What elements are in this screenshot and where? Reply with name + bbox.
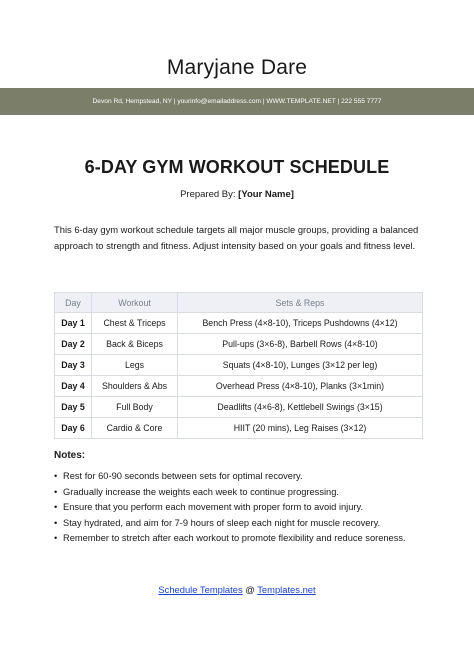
bullet-icon: • xyxy=(54,533,58,543)
sets-cell: Squats (4×8-10), Lunges (3×12 per leg) xyxy=(178,355,423,376)
column-header-sets: Sets & Reps xyxy=(178,293,423,313)
bullet-icon: • xyxy=(54,471,58,481)
schedule-table xyxy=(54,292,423,439)
table-row xyxy=(55,397,423,418)
note-text: Remember to stretch after each workout to promote flexibility and reduce soreness. xyxy=(63,533,406,543)
table-header-row xyxy=(55,293,423,313)
prepared-by xyxy=(0,189,474,200)
workout-cell: Legs xyxy=(92,355,178,376)
footer-separator: @ xyxy=(245,584,255,595)
sets-cell: HIIT (20 mins), Leg Raises (3×12) xyxy=(178,418,423,439)
day-cell: Day 5 xyxy=(55,397,92,418)
workout-cell: Full Body xyxy=(92,397,178,418)
list-item xyxy=(54,500,434,516)
schedule-templates-link[interactable]: Schedule Templates xyxy=(158,584,243,595)
table-row xyxy=(55,418,423,439)
intro-paragraph: This 6-day gym workout schedule targets all major muscle groups, providing a balanced approach to strength and fitness. Adjust intensity based on your goals and fitness level. xyxy=(54,224,419,251)
notes-list xyxy=(54,469,434,547)
day-cell: Day 1 xyxy=(55,313,92,334)
table-row xyxy=(55,334,423,355)
workout-cell: Back & Biceps xyxy=(92,334,178,355)
workout-cell: Shoulders & Abs xyxy=(92,376,178,397)
page-title: 6-DAY GYM WORKOUT SCHEDULE xyxy=(84,157,390,177)
column-header-day: Day xyxy=(55,293,92,313)
table-row xyxy=(55,355,423,376)
sets-cell: Pull-ups (3×6-8), Barbell Rows (4×8-10) xyxy=(178,334,423,355)
table-row xyxy=(55,313,423,334)
note-text: Rest for 60-90 seconds between sets for optimal recovery. xyxy=(63,471,303,481)
bullet-icon: • xyxy=(54,517,58,528)
bullet-icon: • xyxy=(54,486,58,497)
sets-cell: Deadlifts (4×6-8), Kettlebell Swings (3×15) xyxy=(178,397,423,418)
notes-title: Notes: xyxy=(54,450,86,461)
list-item xyxy=(54,469,434,485)
contact-banner xyxy=(0,88,474,115)
day-cell: Day 2 xyxy=(55,334,92,355)
prepared-by-value: [Your Name] xyxy=(238,189,294,200)
sets-cell: Overhead Press (4×8-10), Planks (3×1min) xyxy=(178,376,423,397)
note-text: Gradually increase the weights each week to continue progressing. xyxy=(63,486,339,497)
table-row xyxy=(55,376,423,397)
contact-line: Devon Rd, Hempstead, NY | yourinfo@emailaddress.com | WWW.TEMPLATE.NET | 222 555 7777 xyxy=(92,98,382,105)
note-text: Ensure that you perform each movement with proper form to avoid injury. xyxy=(63,502,364,512)
list-item xyxy=(54,485,434,501)
prepared-by-label: Prepared By: xyxy=(180,189,236,200)
day-cell: Day 6 xyxy=(55,418,92,439)
sets-cell: Bench Press (4×8-10), Triceps Pushdowns (4×12) xyxy=(178,313,423,334)
bullet-icon: • xyxy=(54,502,58,512)
day-cell: Day 3 xyxy=(55,355,92,376)
workout-cell: Chest & Triceps xyxy=(92,313,178,334)
day-cell: Day 4 xyxy=(55,376,92,397)
templates-net-link[interactable]: Templates.net xyxy=(257,584,316,595)
list-item xyxy=(54,516,434,532)
column-header-workout: Workout xyxy=(92,293,178,313)
note-text: Stay hydrated, and aim for 7-9 hours of sleep each night for muscle recovery. xyxy=(63,517,381,528)
author-name: Maryjane Dare xyxy=(166,56,308,79)
footer xyxy=(0,584,474,595)
workout-cell: Cardio & Core xyxy=(92,418,178,439)
list-item xyxy=(54,531,434,547)
